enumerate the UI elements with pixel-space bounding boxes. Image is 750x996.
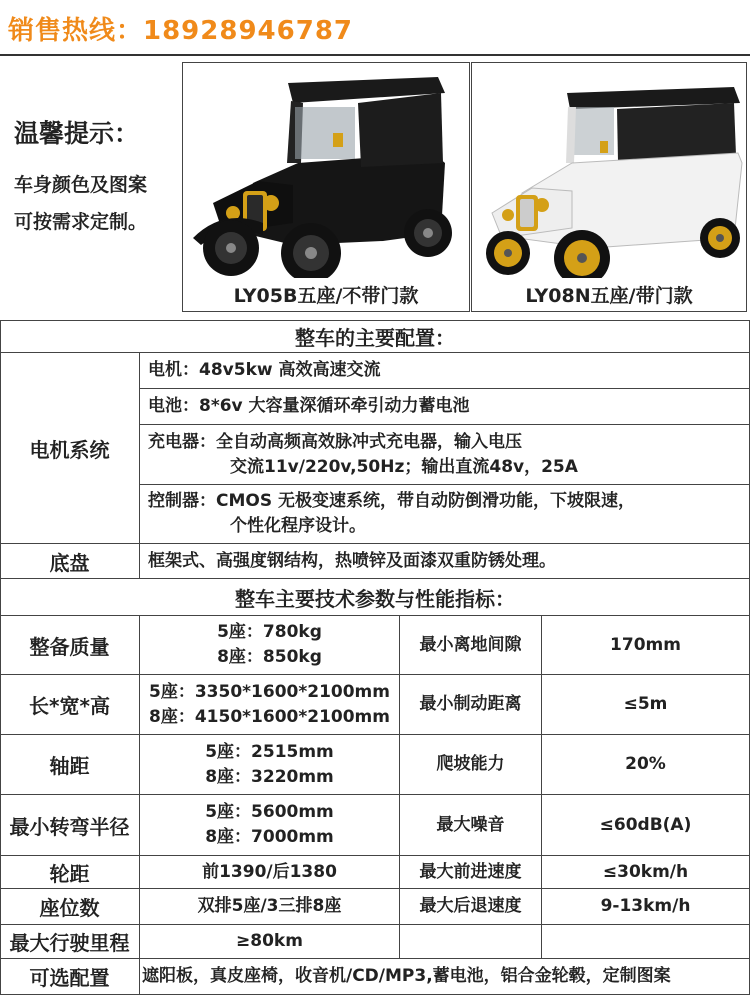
spec-value-max-range: ≥80km	[236, 931, 303, 951]
config-chassis: 框架式、高强度钢结构，热喷锌及面漆双重防锈处理。	[148, 550, 556, 571]
spec-value-weight-5: 5座：780kg	[217, 622, 322, 642]
spec-value-weight	[140, 616, 399, 674]
config-controller-line-1: 控制器：CMOS 无极变速系统，带自动防倒滑功能，下坡限速，	[148, 491, 636, 511]
spec-label-weight: 整备质量	[29, 634, 110, 659]
spec-value-max-forward-speed: ≤30km/h	[602, 861, 689, 882]
spec-value-braking: ≤5m	[623, 694, 668, 714]
spec-label-max-reverse-speed: 最大后退速度	[419, 896, 522, 916]
spec-label-wheelbase: 轴距	[49, 754, 90, 778]
options-value: 遮阳板，真皮座椅，收音机/CD/MP3,蓄电池，铝合金轮毂，定制图案	[142, 966, 671, 986]
config-charger-line-2: 交流11v/220v,50Hz；输出直流48v，25A	[230, 456, 578, 477]
sales-hotline: 销售热线：18928946787	[0, 0, 750, 56]
spec-label-ground-clearance: 最小离地间隙	[419, 634, 522, 655]
tips-line-1: 车身颜色及图案	[14, 174, 148, 196]
spec-empty-cell	[542, 925, 749, 958]
spec-value-turning-radius	[140, 795, 399, 855]
spec-label-turning-radius: 最小转弯半径	[9, 814, 130, 839]
spec-label-max-range: 最大行驶里程	[9, 931, 130, 955]
spec-value-ground-clearance: 170mm	[610, 634, 681, 655]
spec-label-braking: 最小制动距离	[419, 694, 522, 714]
car-image-white	[472, 63, 746, 278]
spec-label-climbing: 爬坡能力	[436, 754, 505, 774]
config-charger	[140, 425, 749, 484]
config-battery: 电池：8*6v 大容量深循环牵引动力蓄电池	[148, 396, 470, 416]
spec-label-dimensions: 长*宽*高	[29, 694, 110, 718]
car-image-black	[183, 63, 469, 278]
spec-value-wheelbase-5: 5座：2515mm	[205, 741, 334, 762]
spec-value-turning-radius-5: 5座：5600mm	[205, 802, 334, 822]
spec-empty-cell	[400, 925, 541, 958]
tips-line-2: 可按需求定制。	[14, 211, 148, 233]
spec-value-turning-radius-8: 8座：7000mm	[205, 827, 334, 847]
config-controller	[140, 485, 749, 543]
car-caption-ly08n: LY08N五座/带门款	[525, 285, 693, 307]
motor-system-label: 电机系统	[29, 437, 110, 462]
spec-label-track: 轮距	[49, 861, 90, 886]
spec-label-max-forward-speed: 最大前进速度	[419, 861, 522, 882]
car-caption-ly05b: LY05B五座/不带门款	[233, 285, 419, 307]
spec-label-noise: 最大噪音	[436, 814, 505, 835]
spec-value-wheelbase-8: 8座：3220mm	[205, 766, 334, 787]
spec-label-seats: 座位数	[39, 896, 100, 920]
config-motor: 电机：48v5kw 高效高速交流	[148, 360, 381, 380]
config-charger-line-1: 充电器：全自动高频高效脉冲式充电器，输入电压	[148, 431, 522, 452]
spec-value-dimensions-5: 5座：3350*1600*2100mm	[149, 681, 390, 702]
spec-value-wheelbase	[140, 735, 399, 794]
chassis-label: 底盘	[49, 550, 90, 575]
spec-value-dimensions	[140, 675, 399, 734]
spec-value-seats: 双排5座/3三排8座	[197, 896, 342, 916]
tips-title: 温馨提示：	[14, 119, 140, 148]
car-card-ly05b	[182, 62, 470, 312]
spec-value-dimensions-8: 8座：4150*1600*2100mm	[149, 706, 390, 727]
spec-value-noise: ≤60dB(A)	[599, 814, 692, 835]
config-header: 整车的主要配置：	[295, 326, 455, 350]
config-controller-line-2: 个性化程序设计。	[230, 516, 366, 536]
spec-value-climbing: 20%	[625, 754, 666, 774]
options-label: 可选配置	[29, 966, 110, 990]
spec-value-weight-8: 8座：850kg	[217, 647, 322, 667]
spec-value-track: 前1390/后1380	[202, 861, 337, 882]
car-card-ly08n	[471, 62, 747, 312]
spec-value-max-reverse-speed: 9-13km/h	[600, 896, 691, 916]
specs-header: 整车主要技术参数与性能指标：	[235, 586, 515, 611]
